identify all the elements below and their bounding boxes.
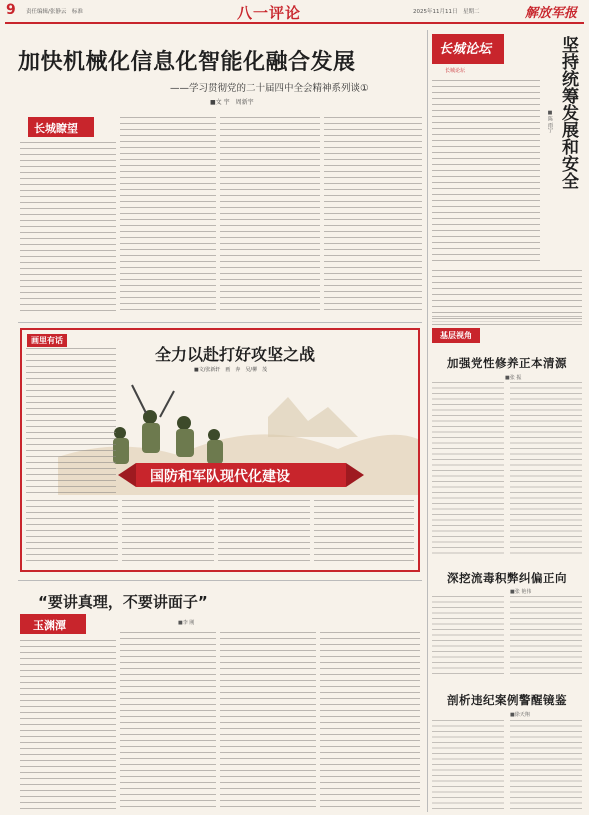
section-title: 八一评论 (237, 4, 302, 22)
feature-banner-text: 国防和军队现代化建设 (150, 469, 290, 485)
lead-col-3 (220, 117, 320, 314)
right-vertical-byline: ■陈 雨宁 (547, 110, 553, 133)
right-piece-3-col-a (432, 720, 504, 810)
right-piece-1-col-a (432, 382, 504, 554)
column-divider (427, 30, 428, 812)
page-number: 9 (6, 2, 16, 18)
feature-col-4 (314, 500, 414, 566)
bottom-col-3 (220, 632, 316, 810)
right-vertical-title: 坚持统筹发展和安全 (558, 36, 578, 189)
feature-col-2 (122, 500, 214, 566)
feature-tag: 画里有话 (27, 334, 67, 347)
right-piece-2-author: ■张 艳伟 (510, 589, 532, 595)
lead-divider (18, 322, 422, 323)
lead-col-4 (324, 117, 422, 314)
header-rule (5, 22, 584, 24)
right-badge (432, 34, 504, 64)
lead-subtitle: ——学习贯彻党的二十届四中全会精神系列谈① (170, 83, 369, 94)
right-piece-1-title: 加强党性修养正本清源 (447, 356, 567, 370)
right-piece-1-author: ■张 振 (505, 375, 522, 381)
bottom-col-2 (120, 632, 216, 810)
bottom-col-4 (320, 632, 420, 810)
right-piece-2-title: 深挖流毒积弊纠偏正向 (447, 571, 567, 585)
right-piece-1-col-b (510, 382, 582, 554)
lead-col-2 (120, 117, 216, 314)
right-piece-3-author: ■徐天翔 (510, 712, 530, 718)
bottom-tag-label: 玉渊潭 (33, 619, 66, 632)
issue-date: 2025年11月11日 星期二 (413, 9, 480, 15)
right-piece-3-col-b (510, 720, 582, 810)
feature-intro-col (26, 348, 116, 494)
right-col-1 (432, 80, 540, 265)
right-piece-2-col-a (432, 596, 504, 674)
feature-col-1 (26, 500, 118, 566)
right-section-tag: 基层视角 (432, 328, 480, 343)
bottom-divider (18, 580, 422, 581)
feature-col-3 (218, 500, 310, 566)
lead-title: 加快机械化信息化智能化融合发展 (18, 50, 356, 75)
right-piece-2-col-b (510, 596, 582, 674)
lead-col-1 (20, 142, 116, 314)
feature-title: 全力以赴打好攻坚之战 (155, 345, 316, 364)
bottom-col-1 (20, 640, 116, 810)
right-tagline: 长城论坛 (445, 68, 466, 74)
column-badge (28, 117, 94, 137)
editor-caption: 责任编辑/张静云 标准 (26, 9, 83, 15)
bottom-title: “要讲真理，不要讲面子” (38, 593, 208, 611)
right-badge-label: 长城论坛 (439, 42, 492, 57)
bottom-author: ■李 刚 (178, 620, 195, 626)
masthead-logo: 解放军报 (525, 6, 578, 21)
right-strip (432, 316, 582, 322)
lead-byline: ■文 宇 周新宇 (210, 99, 254, 106)
column-badge-label: 长城瞭望 (34, 122, 78, 135)
right-piece-3-title: 剖析违纪案例警醒镜鉴 (447, 693, 567, 707)
feature-byline: ■文/张新轩 画 奔 吴/柳 茂 (194, 367, 268, 373)
